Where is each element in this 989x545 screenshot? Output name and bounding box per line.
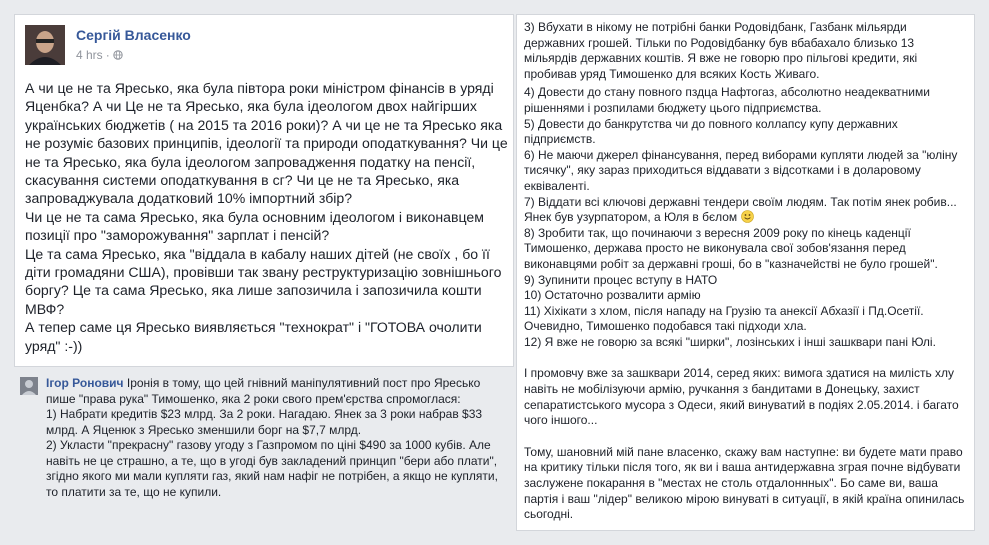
commenter-avatar[interactable] [20, 377, 38, 395]
post-paragraph: Чи це не та сама Яресько, яка була основним ідеологом і виконавцем позиції про "заморожування" зарплат і пенсій? [25, 208, 484, 244]
list-item [524, 195, 969, 226]
list-item: 5) Довести до банкрутства чи до повного коллапсу купу державних підприємств. [524, 116, 898, 147]
comment [14, 373, 514, 533]
author-name[interactable]: Сергій Власенко [76, 27, 191, 43]
post-paragraph: А тепер саме ця Яресько виявляється "технократ" і "ГОТОВА очолити уряд" :-)) [25, 319, 482, 354]
comment-body [46, 376, 506, 500]
list-item: 9) Зупинити процес вступу в НАТО [524, 272, 718, 287]
list-item: 10) Остаточно розвалити армію [524, 288, 701, 303]
post-paragraph: А чи це не та Яресько, яка була півтора роки міністром фінансів в уряді Яценбка? А чи Це не та Яресько, яка була ідеологом двох найгірших українських бюджетів ( на 2015 та 2016 роки)? А чи це не та Яресько яка не розуміє базових принципів, ідеології та природи оподаткування? Чи це не та Яресько, яка була ідеологом запровадження податку на пенсії, скасування системи оподаткування в сг? Чи це не та Яресько, яка запроваджувала додатковий 10% імпортний збір? [25, 80, 508, 207]
globe-icon [113, 50, 123, 60]
comment-line: Іронія в тому, що цей гнівний маніпулятивний пост про Яресько пише "права рука" Тимошенко, яка 2 роки свого прем'єрства спромоглася: [46, 376, 481, 406]
list-item: 11) Хіхікати з хлом, після нападу на Грузію та анексії Абхазії і Пд.Осетії. Очевидно, Тимошенко подобався такі підходи хла. [524, 303, 924, 334]
smile-emoji-icon [741, 210, 754, 223]
comment-line: 2) Укласти "прекрасну" газову угоду з Газпромом по ціні $490 за 1000 кубів. Але навіть не це страшно, а те, що в угоді був закладений принцип "бери або плати", згідно якого ми мали купляти газ, який нам нафіг не потрібен, а якщо не купляти, то платити за те, що не купили. [46, 438, 498, 499]
post-card [14, 14, 514, 367]
post-meta [76, 48, 123, 62]
comment-continuation-body [524, 20, 969, 523]
comment-paragraph: І промовчу вже за зашквари 2014, серед яких: вимога здатися на милість хлу навіть не мобілізуючи армію, ручкання з бандитами в Донецьку, захист сепаратистського мусора з Одеси, який винуватий в подіях 2.05.2014. і багато чого іншого... [524, 366, 959, 428]
author-avatar[interactable] [25, 25, 65, 65]
list-item: 12) Я вже не говорю за всякі "ширки", лозінських і інші зашквари пані Юлі. [524, 334, 936, 349]
post-time[interactable]: 4 hrs [76, 48, 103, 62]
comment-line: 1) Набрати кредитів $23 млрд. За 2 роки. Нагадаю. Янек за 3 роки набрав $33 млрд. А Яценюк з Яресько зменшили борг на $7,7 млрд. [46, 407, 483, 437]
post-paragraph: Це та сама Яресько, яка "віддала в кабалу наших дітей (не своїх , бо її діти громадяни США), провівши так звану реструктуризацію зовнішнього боргу? Це та сама Яресько, яка лише запозичила і запозичила кошти МВФ? [25, 245, 502, 317]
post-body [25, 79, 510, 355]
list-item-text: 7) Віддати всі ключові державні тендери своїм людям. Так потім янек робив... Янек був узурпатором, а Юля в бєлом [524, 194, 957, 225]
list-item: 4) Довести до стану повного пздца Нафтогаз, абсолютно неадекватними рішеннями і розпилами бюджету цього підприємства. [524, 85, 930, 115]
commenter-name[interactable]: Ігор Ронович [46, 376, 124, 390]
list-item: 3) Вбухати в нікому не потрібні банки Родовідбанк, Газбанк мільярди державних грошей. Тільки по Родовідбанку був вбабахало близько 13 мільярдів державних коштів. Я вже не говорю про пільгові кредити, які пробивав уряд Тимошенко для всяких Кость Живаго. [524, 20, 918, 81]
list-item: 6) Не маючи джерел фінансування, перед виборами купляти людей за "юліну тисячку", яку зараз приходиться віддавати з відсотками і в доларовому еквіваленті. [524, 147, 958, 193]
meta-separator: · [105, 48, 110, 62]
list-item: 8) Зробити так, що починаючи з вересня 2009 року по кінець каденції Тимошенко, держава просто не виконувала свої зобов'язання перед виконавцями робіт за державні гроші, бо в "казначействі не було грошей". [524, 225, 938, 271]
comment-paragraph: Тому, шановний мій пане власенко, скажу вам наступне: ви будете мати право на критику тільки після того, як ви і ваша антидержавна зграя почне відбувати заслужене покарання в "местах не столь отдалоннных". Бо саме ви, ваша партія і ваш "лідер" великою мірою винуваті в ситуації, в якій країна опинилась сьогодні. [524, 444, 965, 522]
comment-continuation [516, 14, 975, 531]
